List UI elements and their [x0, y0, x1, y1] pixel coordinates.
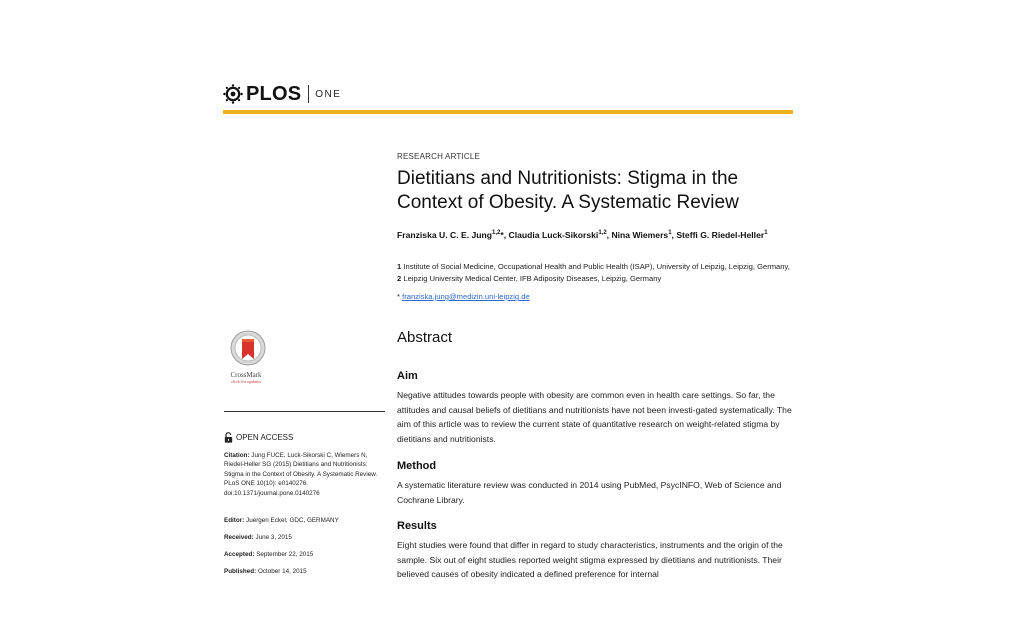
accepted-value: September 22, 2015: [256, 551, 314, 558]
accepted-line: [224, 550, 386, 559]
published-line: [224, 567, 386, 576]
affiliation-text: Leipzig University Medical Center, IFB Adiposity Diseases, Leipzig, Germany: [403, 273, 662, 283]
citation-label: Citation:: [224, 452, 250, 459]
brand-name: PLOS: [246, 82, 302, 105]
author[interactable]: [676, 230, 767, 240]
received-label: Received:: [224, 534, 254, 541]
editor-label: Editor:: [224, 517, 245, 524]
journal-logo[interactable]: [223, 83, 341, 105]
affiliation-number: 2: [397, 273, 402, 283]
received-line: [224, 533, 386, 542]
published-label: Published:: [224, 568, 257, 575]
author-name: Steffi G. Riedel-Heller: [676, 229, 765, 240]
crossmark-badge[interactable]: [224, 330, 268, 384]
author-separator: ,: [606, 229, 612, 240]
corresponding-email: [397, 292, 530, 301]
author-affil-sup: 1,2: [492, 230, 501, 236]
header-accent-rule: [223, 110, 793, 114]
section-text-results: Eight studies were found that differ in regard to study characteristics, instruments and the origin of the sample. Six out of eight studies reported weight stigma expressed by dietitians and nutritionists. Their believed causes of obesity indicated a defined preference for internal: [397, 540, 783, 579]
sidebar-divider: [224, 411, 385, 412]
journal-name: ONE: [315, 88, 342, 100]
abstract-heading: Abstract: [397, 329, 453, 346]
author-affil-sup: 1: [668, 230, 672, 236]
published-value: October 14, 2015: [257, 568, 307, 575]
affiliation-number: 1: [397, 262, 402, 271]
author-separator: ,: [503, 229, 509, 240]
section-text-method: A systematic literature review was conducted in 2014 using PubMed, PsycINFO, Web of Science and Cochrane Library.: [397, 480, 782, 505]
citation-text: Jung FUCE, Luck-Sikorski C, Wiemers N, Riedel-Heller SG (2015) Dietitians and Nutritionists: Stigma in the Context of Obesity. A Systematic Review. PLoS ONE 10(10): e0140276. doi:10.1371/journal.pone.0140276: [224, 452, 378, 497]
crossmark-icon: [230, 330, 266, 366]
author-affil-sup: 1,2: [598, 230, 607, 236]
citation-block: [224, 451, 386, 498]
author-list: [397, 228, 787, 241]
logo-divider: [308, 85, 309, 103]
article-type: RESEARCH ARTICLE: [397, 152, 481, 161]
article-title: Dietitians and Nutritionists: Stigma in the Context of Obesity. A Systematic Review: [397, 168, 739, 213]
author-name: Franziska U. C. E. Jung: [397, 229, 493, 240]
affiliations: [397, 261, 792, 284]
open-access-label: OPEN ACCESS: [236, 433, 294, 442]
author-affil-sup: 1: [764, 230, 768, 236]
author-separator: ,: [671, 229, 677, 240]
email-prefix: *: [397, 292, 400, 301]
author[interactable]: [397, 230, 509, 240]
editor-value: Juergen Eckel, GDC, GERMANY: [246, 517, 339, 524]
author-name: Nina Wiemers: [611, 229, 669, 240]
author[interactable]: [611, 230, 676, 240]
crossmark-sublabel: click for updates: [231, 379, 261, 384]
crossmark-label: CrossMark: [230, 371, 262, 379]
section-heading-aim: Aim: [397, 370, 418, 382]
author-name: Claudia Luck-Sikorski: [508, 229, 599, 240]
section-text-aim: Negative attitudes towards people with obesity are common even in health care settings. So far, the attitudes and causal beliefs of dietitians and nutritionists have not been investi-gated systematically. The aim of this article was to review the current state of quantitative research on weight-related stigma by dietitians and nutritionists.: [397, 390, 792, 444]
received-value: June 3, 2015: [255, 534, 292, 541]
section-heading-method: Method: [397, 460, 437, 472]
open-lock-icon: [224, 432, 233, 443]
accepted-label: Accepted:: [224, 551, 255, 558]
corresponding-mark: *: [500, 229, 504, 240]
plos-logo-icon: [223, 84, 243, 104]
editor-line: [224, 516, 386, 525]
affiliation-text: Institute of Social Medicine, Occupational Health and Public Health (ISAP), University of Leipzig, Leipzig, Germany,: [403, 262, 790, 271]
section-heading-results: Results: [397, 520, 437, 532]
author[interactable]: [509, 230, 612, 240]
open-access-badge: [224, 432, 293, 443]
email-link[interactable]: franziska.jung@medizin.uni-leipzig.de: [402, 292, 530, 301]
